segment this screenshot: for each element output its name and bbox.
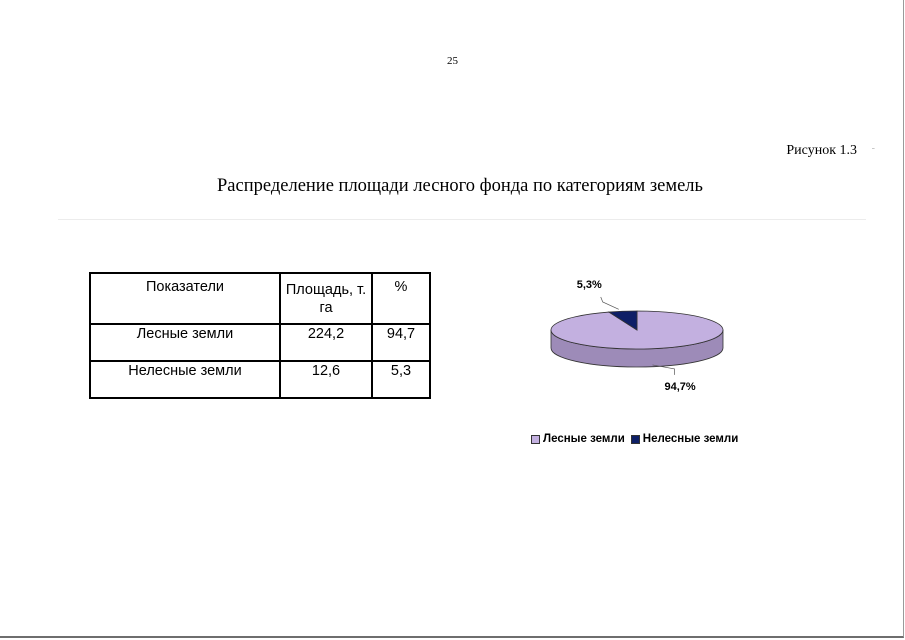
row-nonforest-name: Нелесные земли — [90, 361, 280, 398]
data-label-forest: 94,7% — [664, 380, 696, 393]
scan-mark: - — [871, 143, 875, 154]
row-forest-name: Лесные земли — [90, 324, 280, 361]
header-area: Площадь, т. га — [280, 273, 372, 324]
leader-line-nonforest — [601, 297, 619, 309]
legend-label-forest: Лесные земли — [543, 433, 625, 445]
figure-label: Рисунок 1.3 — [786, 143, 857, 158]
legend-swatch-icon — [531, 435, 540, 444]
row-nonforest-area: 12,6 — [280, 361, 372, 398]
legend-item-nonforest — [631, 433, 739, 445]
header-percent: % — [372, 273, 430, 324]
row-forest-percent: 94,7 — [372, 324, 430, 361]
row-nonforest-percent: 5,3 — [372, 361, 430, 398]
data-label-nonforest: 5,3% — [576, 279, 602, 291]
legend-swatch-icon — [631, 435, 640, 444]
chart-legend — [531, 433, 744, 445]
page-number: 25 — [447, 55, 458, 67]
header-indicators: Показатели — [90, 273, 280, 324]
legend-item-forest — [531, 433, 625, 445]
row-forest-area: 224,2 — [280, 324, 372, 361]
legend-label-nonforest: Нелесные земли — [642, 433, 739, 445]
figure-title: Распределение площади лесного фонда по категориям земель — [217, 176, 703, 196]
